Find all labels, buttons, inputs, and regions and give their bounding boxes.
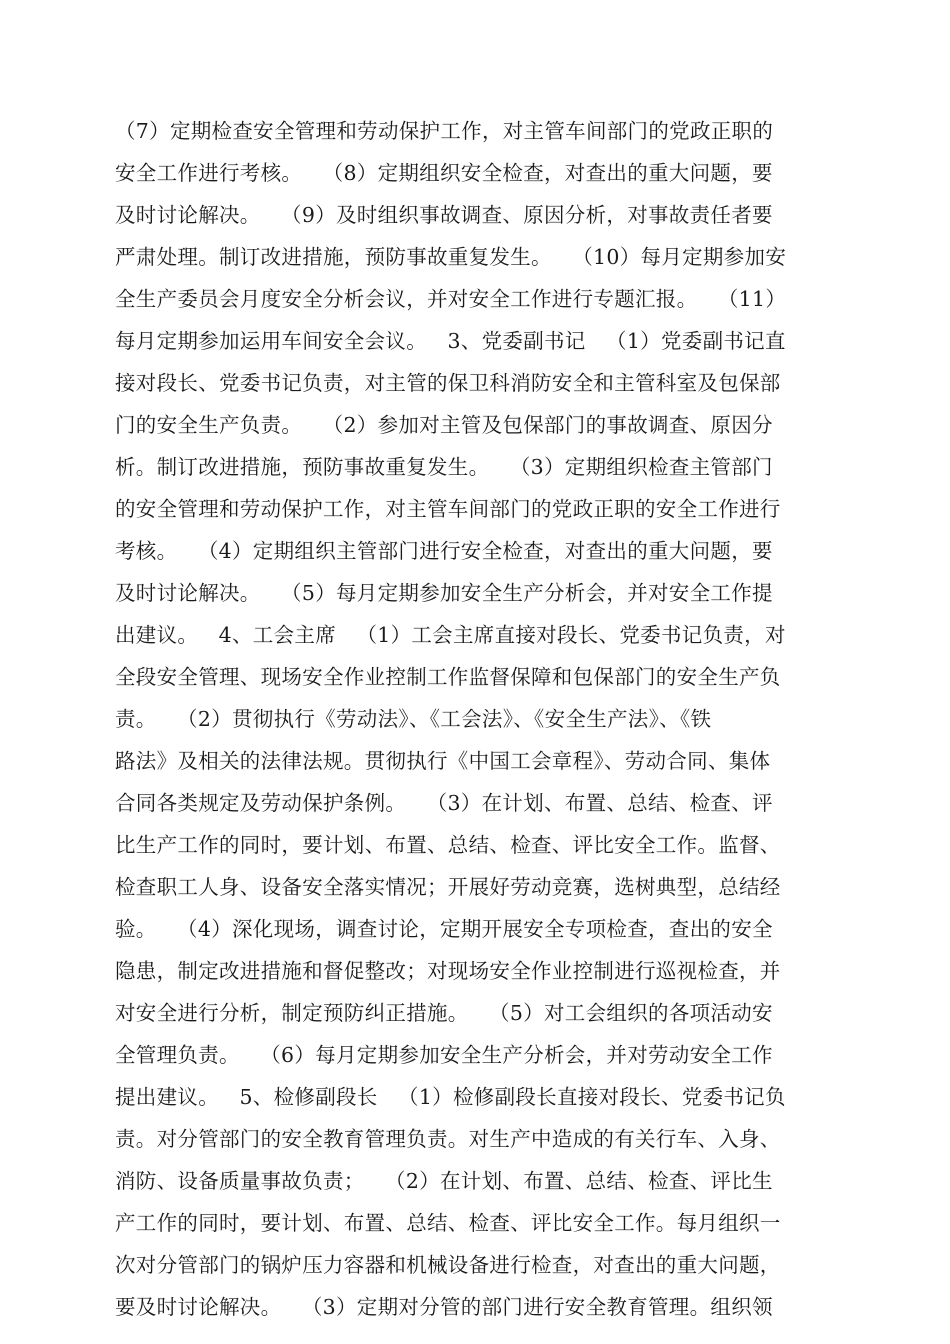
text-line: 全段安全管理、现场安全作业控制工作监督保障和包保部门的安全生产负 — [115, 665, 781, 689]
text-line: 接对段长、党委书记负责，对主管的保卫科消防安全和主管科室及包保部 — [115, 371, 781, 395]
text-line: 要及时讨论解决。 （3）定期对分管的部门进行安全教育管理。组织领 — [115, 1295, 773, 1319]
text-line: 严肃处理。制订改进措施，预防事故重复发生。 （10）每月定期参加安 — [115, 245, 787, 269]
text-line: 检查职工人身、设备安全落实情况；开展好劳动竞赛，选树典型，总结经 — [115, 875, 781, 899]
text-line: 比生产工作的同时，要计划、布置、总结、检查、评比安全工作。监督、 — [115, 833, 781, 857]
text-line: 安全工作进行考核。 （8）定期组织安全检查，对查出的重大问题，要 — [115, 161, 773, 185]
body-text — [115, 110, 835, 1328]
text-line: 责。对分管部门的安全教育管理负责。对生产中造成的有关行车、入身、 — [115, 1127, 781, 1151]
text-line: 的安全管理和劳动保护工作，对主管车间部门的党政正职的安全工作进行 — [115, 497, 781, 521]
text-line: 隐患，制定改进措施和督促整改；对现场安全作业控制进行巡视检查，并 — [115, 959, 781, 983]
text-line: 考核。 （4）定期组织主管部门进行安全检查，对查出的重大问题，要 — [115, 539, 773, 563]
text-line: 验。 （4）深化现场，调查讨论，定期开展安全专项检查，查出的安全 — [115, 917, 773, 941]
text-line: 产工作的同时，要计划、布置、总结、检查、评比安全工作。每月组织一 — [115, 1211, 781, 1235]
text-line: 每月定期参加运用车间安全会议。 3、党委副书记 （1）党委副书记直 — [115, 329, 786, 353]
text-line: 全生产委员会月度安全分析会议，并对安全工作进行专题汇报。 （11） — [115, 287, 787, 311]
text-line: 提出建议。 5、检修副段长 （1）检修副段长直接对段长、党委书记负 — [115, 1085, 786, 1109]
text-line: 次对分管部门的锅炉压力容器和机械设备进行检查，对查出的重大问题， — [115, 1253, 781, 1277]
text-line: 及时讨论解决。 （9）及时组织事故调查、原因分析，对事故责任者要 — [115, 203, 773, 227]
text-line: 合同各类规定及劳动保护条例。 （3）在计划、布置、总结、检查、评 — [115, 791, 773, 815]
text-line: 全管理负责。 （6）每月定期参加安全生产分析会，并对劳动安全工作 — [115, 1043, 773, 1067]
text-line: 责。 （2）贯彻执行《劳动法》、《工会法》、《安全生产法》、《铁 — [115, 707, 712, 731]
text-line: （7）定期检查安全管理和劳动保护工作，对主管车间部门的党政正职的 — [115, 119, 774, 143]
text-line: 出建议。 4、工会主席 （1）工会主席直接对段长、党委书记负责，对 — [115, 623, 786, 647]
text-line: 消防、设备质量事故负责； （2）在计划、布置、总结、检查、评比生 — [115, 1169, 773, 1193]
text-line: 析。制订改进措施，预防事故重复发生。 （3）定期组织检查主管部门 — [115, 455, 773, 479]
text-line: 及时讨论解决。 （5）每月定期参加安全生产分析会，并对安全工作提 — [115, 581, 773, 605]
text-line: 路法》及相关的法律法规。贯彻执行《中国工会章程》、劳动合同、集体 — [115, 749, 771, 773]
text-line: 对安全进行分析，制定预防纠正措施。 （5）对工会组织的各项活动安 — [115, 1001, 773, 1025]
text-line: 门的安全生产负责。 （2）参加对主管及包保部门的事故调查、原因分 — [115, 413, 773, 437]
